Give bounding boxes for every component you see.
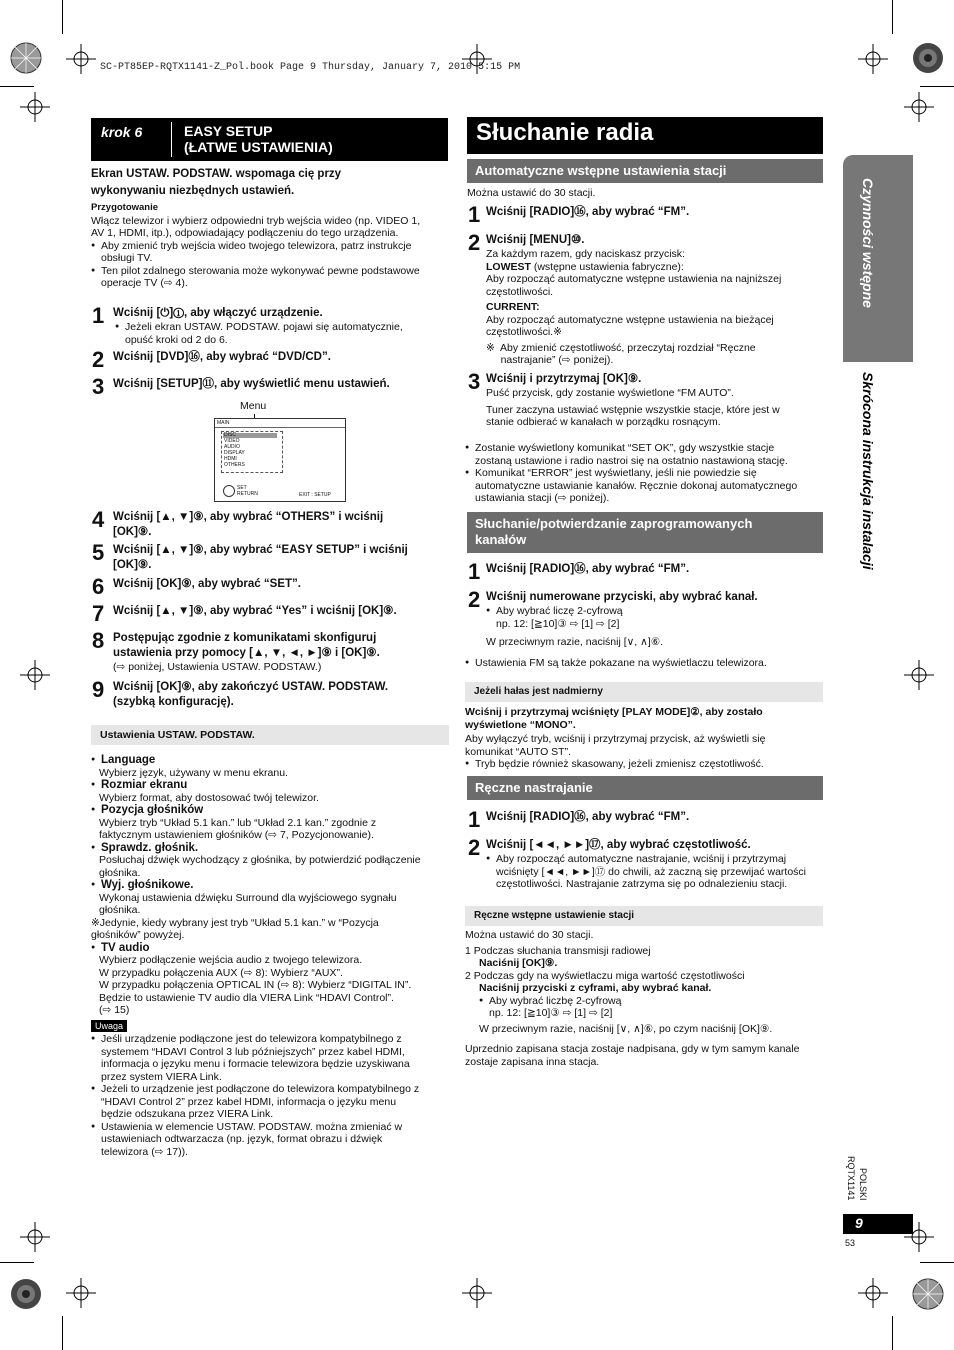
note-list	[91, 1033, 449, 1158]
step-sub-text: opuść kroki od 2 do 6.	[125, 333, 228, 346]
setting-desc: Wybierz tryb “Układ 5.1 kan.” lub “Układ 2.1 kan.” zgodnie z	[99, 816, 377, 829]
noise-block	[465, 706, 821, 771]
option-lowest-desc: (wstępne ustawienia fabryczne):	[530, 260, 684, 273]
menu-footer-left	[237, 485, 258, 497]
note-item	[91, 1033, 449, 1083]
setting-desc: Wybierz język, używany w menu ekranu.	[99, 766, 288, 779]
crosshair-icon	[462, 44, 492, 74]
step-detail: W przeciwnym razie, naciśnij [∨, ∧]⑥.	[486, 636, 664, 648]
crosshair-icon	[858, 1278, 888, 1308]
step-detail: Puść przycisk, gdy zostanie wyświetlone “FM AUTO”.	[486, 387, 734, 399]
noise-line: komunikat “AUTO ST”.	[465, 745, 571, 758]
step-number: 4	[92, 507, 105, 532]
step-text: Wciśnij [OK]⑨, aby wybrać “SET”.	[113, 578, 301, 590]
menu-footer-exit: EXIT : SETUP	[299, 492, 331, 498]
setting-desc: W przypadku połączenia AUX (⇨ 8): Wybierz “AUX”.	[99, 966, 343, 979]
page-title: Słuchanie radia	[476, 119, 654, 146]
setting-title: ● TV audio	[91, 942, 449, 955]
option-current: CURRENT:	[486, 301, 540, 313]
menu-item: HDMI	[224, 456, 237, 462]
settings-list	[91, 754, 449, 1017]
setting-desc: Wybierz podłączenie wejścia audio z twojego telewizora.	[99, 954, 363, 966]
step-line: Wciśnij [⏻]①, aby włączyć urządzenie.	[113, 307, 323, 319]
section-tab	[843, 155, 913, 362]
step-line: Wciśnij [◄◄, ►►]⑰, aby wybrać częstotliwość.	[486, 839, 751, 851]
step-number: 2	[92, 347, 105, 372]
step-detail: Aby rozpocząć automatyczne wstępne ustawienia na bieżącej	[486, 313, 774, 326]
krok-title	[184, 123, 333, 155]
step-line: [OK]⑨.	[113, 526, 152, 538]
note-text: ● Ustawienia FM są także pokazane na wyświetlaczu telewizora.	[465, 657, 767, 670]
prep-bullet	[91, 265, 447, 290]
manual-line: Można ustawić do 30 stacji.	[465, 929, 594, 941]
intro-line: Ekran USTAW. PODSTAW. wspomaga cię przy	[91, 168, 342, 180]
page-number-box	[843, 1214, 913, 1234]
note-text: Komunikat “ERROR” jest wyświetlany, jeśli nie powiedzie się	[475, 467, 757, 479]
fm-display-note	[465, 657, 767, 670]
manual-line: Uprzednio zapisana stacja zostaje nadpisana, gdy w tym samym kanale	[465, 1043, 800, 1055]
step-text: Wciśnij [▲, ▼]⑨, aby wybrać “Yes” i wciśnij [OK]⑨.	[113, 605, 397, 617]
menu-footer-return: RETURN	[237, 491, 258, 497]
step-bullet	[486, 605, 821, 630]
crosshair-icon	[462, 1278, 492, 1308]
step-detail: wciśnięty [◄◄, ►►]⑰ do chwili, aż zaczną się przewijać wartości	[496, 865, 806, 878]
note-text: przez system VIERA Link.	[101, 1070, 222, 1083]
step-footnote: nastrajanie” (⇨ poniżej).	[486, 354, 614, 366]
krok-divider	[171, 122, 172, 157]
noise-line: ● Tryb będzie również skasowany, jeżeli zmienisz częstotliwość.	[465, 758, 821, 771]
manual-line: zostaje zapisana inna stacja.	[465, 1055, 600, 1068]
menu-item: VIDEO	[224, 438, 240, 444]
step-text: Wciśnij [RADIO]⑯, aby wybrać “FM”.	[486, 811, 690, 823]
step-text: Wciśnij [RADIO]⑯, aby wybrać “FM”.	[486, 563, 690, 575]
setting-title: ● Pozycja głośników	[91, 804, 449, 817]
note-text: ustawieniach odtwarzacza (np. język, format obrazu i dźwięk	[101, 1133, 383, 1145]
step-line: [OK]⑨.	[113, 559, 152, 571]
noise-line: Wciśnij i przytrzymaj wciśnięty [PLAY MODE]②, aby zostało	[465, 706, 763, 718]
step-line: ustawienia przy pomocy [▲, ▼, ◄, ►]⑨ i [OK]⑨.	[113, 647, 380, 659]
trim-line	[892, 1316, 893, 1350]
prep-bullet	[91, 240, 447, 265]
noise-line: Aby wyłączyć tryb, wciśnij i przytrzymaj przycisk, aż wyświetli się	[465, 733, 766, 745]
note-item	[465, 442, 821, 467]
note-item	[91, 1121, 449, 1159]
setting-title: ● Sprawdz. głośnik.	[91, 842, 449, 855]
intro-text	[91, 167, 341, 198]
crosshair-icon	[20, 92, 50, 122]
menu-footer-set: SET	[237, 485, 247, 491]
step-detail: częstotliwości.※	[486, 326, 562, 338]
book-header-line: SC-PT85EP-RQTX1141-Z_Pol.book Page 9 Thursday, January 7, 2010 5:15 PM	[100, 62, 521, 73]
step-text	[486, 590, 821, 649]
crosshair-icon	[904, 92, 934, 122]
step-detail: Tuner zaczyna ustawiać wstępnie wszystkie stacje, które jest w	[486, 403, 780, 416]
crosshair-icon	[66, 44, 96, 74]
note-text: Ustawienia w elemencie USTAW. PODSTAW. można zmieniać w	[101, 1120, 403, 1133]
setting-desc: Będzie to ustawienie TV audio dla VIERA Link “HDAVI Control”.	[99, 991, 394, 1004]
step-sub-text: (⇨ poniżej, Ustawienia USTAW. PODSTAW.)	[113, 661, 322, 673]
section-bar-line: kanałów	[475, 532, 527, 547]
trim-line	[62, 1316, 63, 1350]
remote-pad-icon	[223, 485, 235, 497]
trim-line	[892, 0, 893, 34]
menu-screen-divider	[215, 427, 345, 428]
menu-screen-title: MAIN	[217, 420, 230, 426]
note-text: informacja o języku menu i formacie telewizora będzie uzyskiwana	[101, 1058, 410, 1070]
step-number: 1	[92, 303, 105, 328]
prep-bullet-text: obsługi TV.	[101, 252, 153, 264]
step-text	[113, 631, 453, 674]
step-text: Wciśnij [SETUP]⑪, aby wyświetlić menu ustawień.	[113, 378, 390, 390]
setting-title: ● Rozmiar ekranu	[91, 779, 449, 792]
section-bar-listening	[467, 512, 823, 553]
setting-desc: głośnika.	[99, 866, 141, 879]
intro-line: wykonywaniu niezbędnych ustawień.	[91, 185, 295, 197]
step-number: 8	[92, 628, 105, 653]
krok-title-line: EASY SETUP	[184, 123, 273, 139]
krok-label: krok 6	[101, 124, 143, 140]
step-detail: Aby wybrać liczę 2-cyfrową	[496, 605, 623, 617]
trim-line	[920, 86, 954, 87]
step-number: 5	[92, 540, 105, 565]
step-number: 3	[92, 374, 105, 399]
section-bar-auto-preset: Automatyczne wstępne ustawienia stacji	[467, 159, 823, 183]
settings-section-bar: Ustawienia USTAW. PODSTAW.	[91, 725, 449, 745]
prep-bullet-text: operacje TV (⇨ 4).	[101, 277, 188, 289]
step-line: (szybką konfigurację).	[113, 696, 234, 708]
setting-desc: faktycznym ustawieniem głośników (⇨ 7, Pozycjonowanie).	[99, 829, 374, 841]
step-number: 7	[92, 601, 105, 626]
step-detail: Za każdym razem, gdy naciskasz przycisk:	[486, 248, 685, 260]
note-text: Zostanie wyświetlony komunikat “SET OK”, gdy wszystkie stacje	[475, 442, 775, 454]
note-text: zostaną ustawione i radio nastroi się na ostatnio nastawioną stację.	[475, 454, 788, 467]
registration-target-icon	[910, 40, 946, 76]
step-line: Wciśnij [OK]⑨, aby zakończyć USTAW. PODSTAW.	[113, 681, 389, 693]
step-details	[486, 387, 821, 429]
step-line: Wciśnij [MENU]⑩.	[486, 234, 585, 246]
prep-bullet-text: Ten pilot zdalnego sterowania może wykonywać pewne podstawowe	[101, 264, 420, 277]
trim-line	[0, 1262, 34, 1263]
step-footnote: ※ Aby zmienić częstotliwość, przeczytaj rozdział “Ręczne	[486, 341, 756, 354]
trim-line	[62, 0, 63, 34]
manual-line: Naciśnij przyciski z cyframi, aby wybrać kanał.	[479, 982, 712, 994]
noise-line: wyświetlone “MONO”.	[465, 718, 576, 731]
side-vertical-title: Skrócona instrukcja instalacji	[860, 372, 876, 570]
registration-target-icon	[910, 1276, 946, 1312]
menu-items	[224, 432, 245, 468]
crosshair-icon	[904, 660, 934, 690]
step-text	[113, 543, 453, 573]
manual-preset-bar: Ręczne wstępne ustawienie stacji	[465, 906, 823, 926]
setting-title: ● Wyj. głośnikowe.	[91, 879, 449, 892]
menu-callout-label: Menu	[240, 400, 267, 412]
step-number: 9	[92, 677, 105, 702]
manual-preset-block	[465, 929, 821, 1068]
step-sub	[115, 321, 453, 346]
setting-desc: ※Jedynie, kiedy wybrany jest tryb “Układ 5.1 kan.” w “Pozycja	[91, 916, 379, 929]
note-text: telewizora (⇨ 17)).	[101, 1145, 188, 1158]
step-line: Postępując zgodnie z komunikatami skonfiguruj	[113, 632, 377, 644]
step-line: Wciśnij [▲, ▼]⑨, aby wybrać “EASY SETUP” i wciśnij	[113, 544, 408, 556]
setting-title: ● Language	[91, 754, 449, 767]
tab-text: Czynności wstępne	[860, 178, 876, 308]
setting-desc: W przypadku połączenia OPTICAL IN (⇨ 8): Wybierz “DIGITAL IN”.	[99, 979, 412, 991]
trim-line	[0, 86, 34, 87]
crosshair-icon	[20, 660, 50, 690]
note-text: “HDAVI Control 2” przez kabel HDMI, informacja o języku menu	[101, 1095, 397, 1108]
setting-desc: Posłuchaj dźwięk wychodzący z głośnika, by potwierdzić podłączenie	[99, 854, 421, 866]
note-text: systemem “HDAVI Control 3 lub późniejszych” przez kabel HDMI,	[101, 1045, 405, 1058]
noise-section-bar: Jeżeli hałas jest nadmierny	[465, 682, 823, 702]
prep-line: Włącz telewizor i wybierz odpowiedni tryb wejścia wideo (np. VIDEO 1,	[91, 214, 421, 227]
step-detail: częstotliwości. Nastrajanie zatrzyma się po odnalezieniu stacji.	[496, 878, 788, 890]
step-detail: stanie odbierać w kanałach w porządku rosnącym.	[486, 416, 721, 428]
step-detail: Aby rozpocząć automatyczne nastrajanie, wciśnij i przytrzymaj	[496, 853, 787, 865]
step-text: Wciśnij [DVD]⑯, aby wybrać “DVD/CD”.	[113, 351, 331, 363]
setting-desc: Wykonaj ustawienia dźwięku Surround dla wyjściowego sygnału	[99, 891, 397, 904]
menu-item: DISPLAY	[224, 450, 245, 456]
step-text	[486, 233, 821, 367]
menu-item: DISC	[224, 432, 236, 438]
step-detail: Aby rozpocząć automatyczne wstępne ustawienia na najniższej	[486, 273, 782, 285]
step-details	[486, 248, 821, 367]
crosshair-icon	[858, 44, 888, 74]
setting-desc: Wybierz format, aby dostosować twój telewizor.	[99, 791, 319, 804]
option-lowest: LOWEST	[486, 260, 531, 273]
note-item	[465, 467, 821, 505]
krok-title-line: (ŁATWE USTAWIENIA)	[184, 139, 333, 155]
note-text: Jeśli urządzenie podłączone jest do telewizora kompatybilnego z	[101, 1033, 402, 1045]
sub-page-number: 53	[845, 1238, 856, 1248]
step-details	[486, 605, 821, 649]
step-sub-text: Jeżeli ekran USTAW. PODSTAW. pojawi się automatycznie,	[125, 321, 403, 333]
step-text	[486, 372, 821, 429]
page-number: 9	[855, 1215, 863, 1231]
doc-language: POLSKI	[858, 1168, 868, 1201]
step-text	[113, 680, 453, 710]
note-item	[91, 1083, 449, 1121]
step-text	[486, 838, 821, 891]
section-bar-line: Słuchanie/potwierdzanie zaprogramowanych	[475, 516, 753, 531]
menu-item: AUDIO	[224, 444, 240, 450]
step-text: Wciśnij [RADIO]⑯, aby wybrać “FM”.	[486, 206, 690, 218]
doc-code: RQTX1141	[846, 1156, 856, 1201]
manual-line: np. 12: [≧10]③ ⇨ [1] ⇨ [2]	[489, 1007, 613, 1019]
note-text: ustawiania stacji (⇨ poniżej).	[475, 492, 610, 504]
menu-item: OTHERS	[224, 462, 245, 468]
setting-desc: głośników” powyżej.	[91, 929, 185, 941]
step-line: Wciśnij i przytrzymaj [OK]⑨.	[486, 373, 642, 385]
setting-desc: (⇨ 15)	[99, 1004, 130, 1016]
prep-bullet-text: Aby zmienić tryb wejścia wideo twojego telewizora, patrz instrukcje	[101, 239, 412, 252]
manual-line: 2 Podczas gdy na wyświetlaczu miga wartość częstotliwości	[465, 969, 745, 982]
prep-line: AV 1, HDMI, itp.), odpowiadający podłączeniu do tego urządzenia.	[91, 227, 399, 239]
step-text	[113, 306, 453, 346]
krok-header-bar	[91, 118, 448, 161]
manual-line: Aby wybrać liczbę 2-cyfrową	[489, 994, 622, 1007]
manual-line: Naciśnij [OK]⑨.	[479, 957, 558, 969]
manual-line: W przeciwnym razie, naciśnij [∨, ∧]⑥, po czym naciśnij [OK]⑨.	[479, 1022, 773, 1035]
registration-target-icon	[8, 40, 44, 76]
prep-heading: Przygotowanie	[91, 202, 159, 213]
setting-desc: głośnika.	[99, 904, 141, 916]
section-bar-manual-tuning: Ręczne nastrajanie	[467, 776, 823, 800]
page-title-bar	[467, 117, 823, 154]
crosshair-icon	[66, 1278, 96, 1308]
step-text	[113, 510, 453, 540]
section-note: Można ustawić do 30 stacji.	[467, 187, 596, 199]
step-line: Wciśnij numerowane przyciski, aby wybrać kanał.	[486, 591, 758, 603]
menu-screen-illustration	[214, 418, 346, 502]
manual-line: 1 Podczas słuchania transmisji radiowej	[465, 944, 651, 957]
step-bullet	[486, 853, 821, 891]
registration-target-icon	[8, 1276, 44, 1312]
note-text: będzie odszukana przez VIERA Link.	[101, 1108, 274, 1120]
manual-bullet	[479, 995, 821, 1020]
step-number: 6	[92, 574, 105, 599]
step-detail: np. 12: [≧10]③ ⇨ [1] ⇨ [2]	[496, 617, 620, 630]
step-line: Wciśnij [▲, ▼]⑨, aby wybrać “OTHERS” i wciśnij	[113, 511, 384, 523]
trim-line	[920, 1262, 954, 1263]
note-text: automatyczne ustawianie kanałów. Ręcznie dokonaj automatycznego	[475, 479, 798, 492]
note-text: Jeżeli to urządzenie jest podłączone do telewizora kompatybilnego z	[101, 1083, 420, 1095]
auto-preset-notes	[465, 442, 821, 505]
note-label: Uwaga	[91, 1020, 127, 1032]
step-detail: częstotliwości.	[486, 285, 554, 298]
crosshair-icon	[20, 1222, 50, 1252]
preparation-block	[91, 202, 447, 290]
